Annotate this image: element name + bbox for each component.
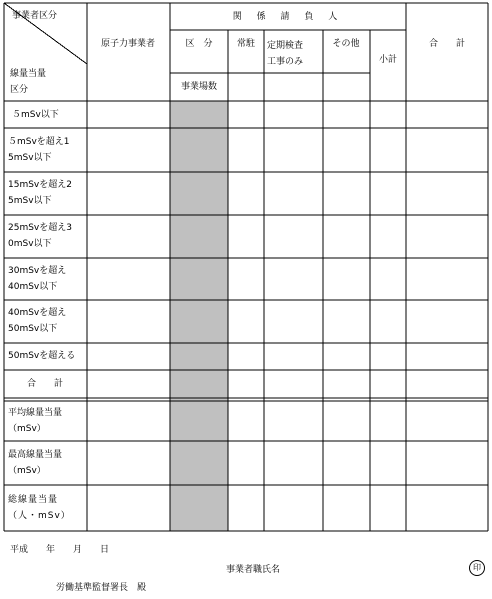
business-category-label: 事業者区分 [12, 11, 58, 21]
establishment-count-header: 事業場数 [180, 82, 218, 92]
periodic-inspection-header: 定期検査 工事のみ [267, 41, 304, 67]
establishment-column-shading [170, 101, 228, 531]
seal-mark: 印 [469, 560, 485, 576]
addressee-line: 労働基準監督署長 殿 [56, 583, 147, 593]
row-label-5-to-15msv: ５mSvを超え1 5mSv以下 [8, 137, 70, 163]
row-label-total: 合 計 [26, 379, 64, 389]
subtotal-header: 小計 [378, 55, 398, 65]
column-lines [87, 3, 406, 531]
row-label-25-to-30msv: 25mSvを超え3 0mSv以下 [8, 223, 72, 249]
total-header: 合 計 [428, 39, 466, 49]
row-label-collective-dose: 総線量当量 （人・mSv） [8, 495, 71, 521]
signer-name-label: 事業者職氏名 [226, 565, 281, 575]
other-header: その他 [332, 39, 360, 49]
division-header: 区 分 [185, 39, 213, 49]
row-label-maximum-dose: 最高線量当量 （mSv） [8, 450, 63, 476]
row-label-15-to-25msv: 15mSvを超え2 5mSv以下 [8, 180, 72, 206]
exposure-category-label: 線量当量 区分 [10, 69, 47, 95]
row-label-over-50msv: 50mSvを超える [8, 351, 76, 361]
nuclear-operator-header: 原子力事業者 [100, 39, 156, 49]
contractors-header: 関 係 請 負 人 [232, 12, 344, 22]
row-label-30-to-40msv: 30mSvを超え 40mSv以下 [8, 266, 67, 292]
date-line: 平成 年 月 日 [10, 545, 110, 555]
outer-border [4, 3, 488, 531]
row-label-40-to-50msv: 40mSvを超え 50mSv以下 [8, 308, 67, 334]
row-label-average-dose: 平均線量当量 （mSv） [8, 408, 63, 434]
resident-header: 常駐 [236, 39, 256, 49]
row-label-5msv-or-less: ５mSv以下 [12, 110, 59, 120]
row-lines [4, 128, 488, 485]
